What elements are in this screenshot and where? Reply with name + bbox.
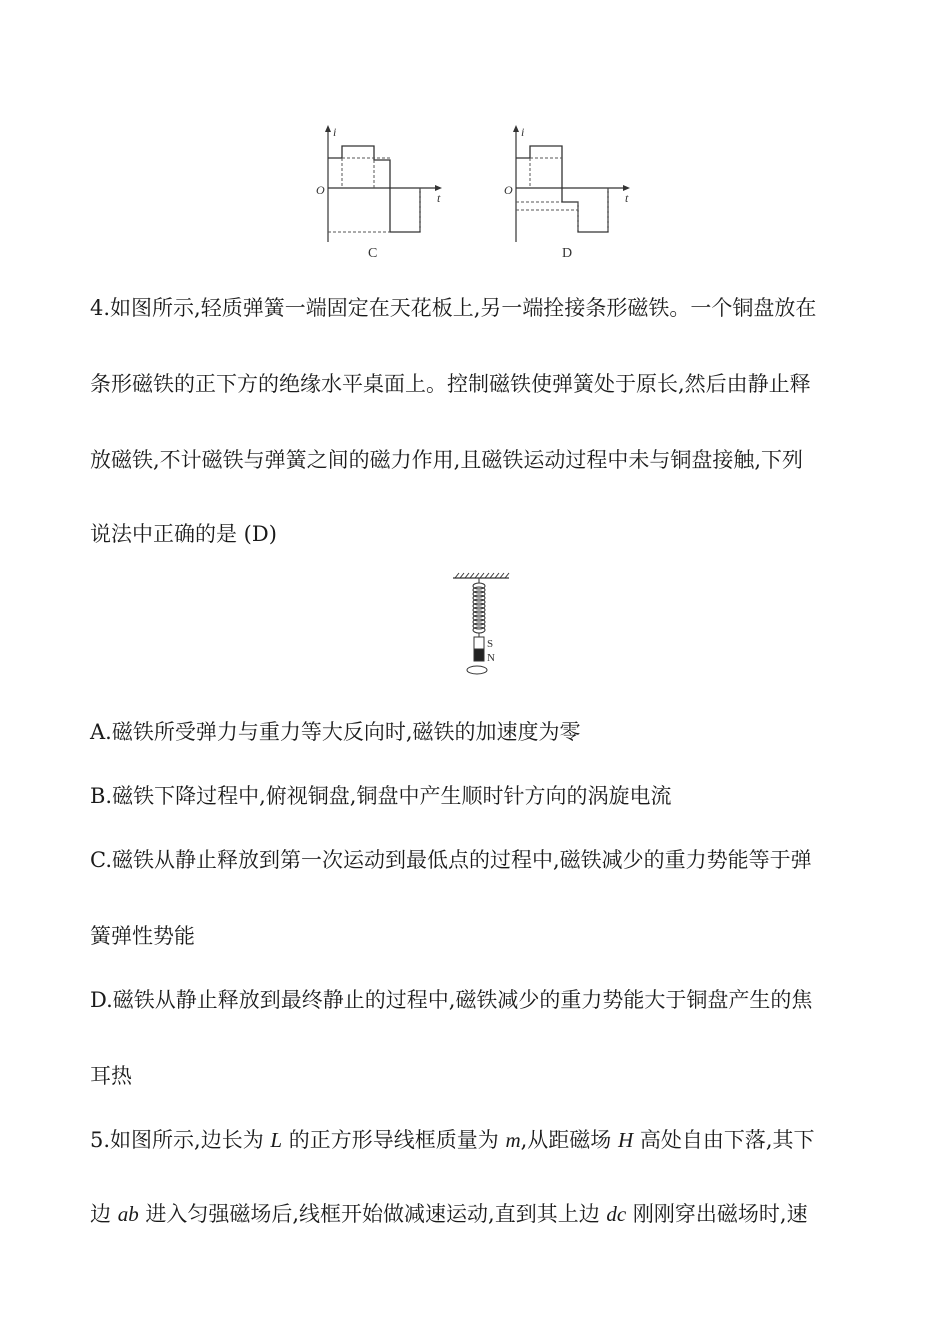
- q5-text: 进入匀强磁场后,线框开始做减速运动,直到其上边: [138, 1202, 607, 1226]
- axis-i-label: i: [521, 125, 525, 139]
- var-l: L: [270, 1128, 283, 1152]
- option-c-line-2: 簧弹性势能: [90, 924, 195, 948]
- axis-t-label: t: [625, 191, 629, 205]
- origin-label: O: [316, 183, 325, 197]
- axis-i-label: i: [333, 125, 337, 139]
- spring-magnet-figure: [445, 572, 525, 680]
- q4-line-1: 4.如图所示,轻质弹簧一端固定在天花板上,另一端拴接条形磁铁。一个铜盘放在: [90, 296, 817, 320]
- q5-text: 刚刚穿出磁场时,速: [626, 1202, 808, 1226]
- option-d-line-2: 耳热: [90, 1064, 132, 1088]
- graph-d: [498, 122, 638, 262]
- var-dc: dc: [606, 1202, 627, 1226]
- q4-line-2: 条形磁铁的正下方的绝缘水平桌面上。控制磁铁使弹簧处于原长,然后由静止释: [90, 372, 811, 396]
- var-h: H: [617, 1128, 634, 1152]
- q5-text: 高处自由下落,其下: [633, 1128, 815, 1152]
- q5-text: 5.如图所示,边长为: [90, 1128, 271, 1152]
- magnet-n-label: N: [487, 652, 495, 664]
- copper-disc: [467, 666, 487, 674]
- q4-line-3: 放磁铁,不计磁铁与弹簧之间的磁力作用,且磁铁运动过程中未与铜盘接触,下列: [90, 448, 804, 472]
- graph-c: [310, 122, 450, 262]
- q5-text: 边: [90, 1202, 118, 1226]
- q5-line-2: [90, 1200, 870, 1228]
- magnet-s-label: S: [487, 638, 494, 650]
- q5-text: ,从距磁场: [520, 1128, 618, 1152]
- option-b: B.磁铁下降过程中,俯视铜盘,铜盘中产生顺时针方向的涡旋电流: [90, 784, 672, 808]
- graph-d-caption: D: [562, 246, 573, 261]
- var-ab: ab: [117, 1202, 139, 1226]
- axis-t-label: t: [437, 191, 441, 205]
- var-m: m: [505, 1128, 521, 1152]
- q4-line-4: 说法中正确的是 (D): [90, 522, 277, 546]
- origin-label: O: [504, 183, 513, 197]
- q5-line-1: [90, 1126, 870, 1154]
- option-c-line-1: C.磁铁从静止释放到第一次运动到最低点的过程中,磁铁减少的重力势能等于弹: [90, 848, 812, 872]
- option-a: A.磁铁所受弹力与重力等大反向时,磁铁的加速度为零: [90, 720, 581, 744]
- graph-c-caption: C: [368, 246, 378, 261]
- option-d-line-1: D.磁铁从静止释放到最终静止的过程中,磁铁减少的重力势能大于铜盘产生的焦: [90, 988, 813, 1012]
- q5-text: 的正方形导线框质量为: [282, 1128, 506, 1152]
